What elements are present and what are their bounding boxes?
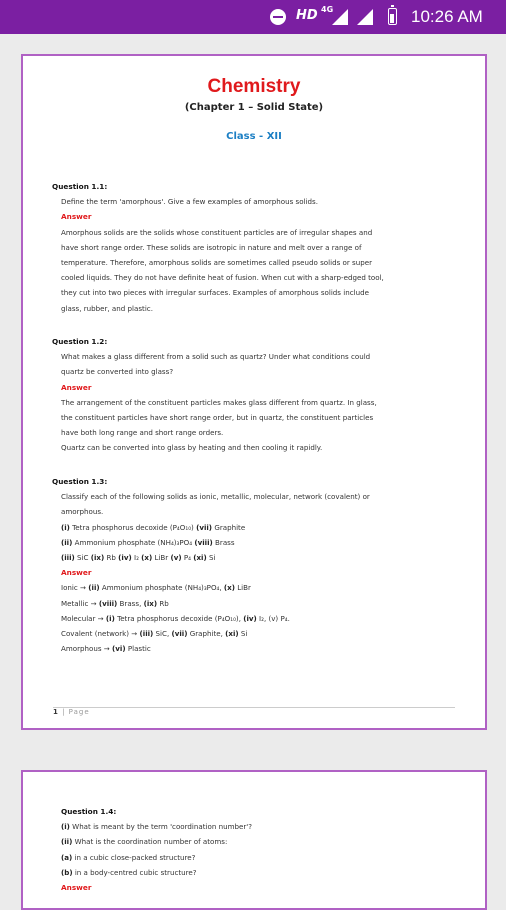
question-text — [52, 489, 370, 519]
classification-line: Covalent (network) → (iii) SiC, (vii) Graphite, (xi) Si — [61, 629, 248, 639]
answer-line: have short range order. These solids are isotropic in nature and melt over a range of — [61, 242, 362, 252]
classification-line: Metallic → (viii) Brass, (ix) Rb — [61, 598, 169, 608]
question-heading: Question 1.3: — [52, 477, 108, 486]
question-line: (ii) What is the coordination number of atoms: — [61, 837, 228, 847]
question-text — [52, 349, 377, 379]
list-item: (i) Tetra phosphorus decoxide (P₄O₁₀) (vii) Graphite — [61, 522, 246, 532]
answer-line: The arrangement of the constituent particles makes glass different from quartz. In glass, — [61, 397, 377, 407]
question-line: (a) in a cubic close-packed structure? — [61, 852, 196, 862]
question-heading: Question 1.1: — [52, 182, 108, 191]
answer-line: cooled liquids. They do not have definite heat of fusion. When cut with a sharp-edged tool, — [61, 273, 384, 283]
question-text: Define the term 'amorphous'. Give a few examples of amorphous solids. — [61, 197, 318, 207]
question-line: (b) in a body-centred cubic structure? — [61, 867, 197, 877]
answer-label: Answer — [61, 568, 92, 578]
question-line: What makes a glass different from a solid such as quartz? Under what conditions could — [61, 352, 371, 362]
mobile-signal-icon — [332, 9, 348, 25]
answer-label: Answer — [61, 883, 92, 893]
list-item: (ii) Ammonium phosphate (NH₄)₃PO₄ (viii) Brass — [61, 537, 235, 547]
answer-line: glass, rubber, and plastic. — [61, 303, 153, 313]
answer-line: Amorphous solids are the solids whose constituent particles are of irregular shapes and — [61, 227, 373, 237]
answer-body — [52, 225, 384, 316]
list-item: (iii) SiC (ix) Rb (iv) I₂ (x) LiBr (v) P₄ (xi) Si — [61, 553, 216, 563]
answer-body — [52, 395, 377, 456]
battery-icon — [388, 8, 397, 25]
footer-divider — [53, 707, 455, 708]
question-line: Classify each of the following solids as ionic, metallic, molecular, network (covalent) or — [61, 492, 370, 502]
document-page-1[interactable] — [21, 54, 487, 730]
answer-line: they cut into two pieces with irregular surfaces. Examples of amorphous solids include — [61, 288, 369, 298]
page-label: | Page — [58, 708, 90, 716]
question-1-2 — [52, 334, 377, 456]
question-line: (i) What is meant by the term 'coordination number'? — [61, 822, 252, 832]
question-1-3 — [52, 474, 370, 656]
status-time: 10:26 AM — [411, 7, 483, 26]
page-subtitle: (Chapter 1 – Solid State) — [184, 102, 324, 113]
page-title: Chemistry — [207, 76, 301, 97]
4g-badge: 4G — [321, 5, 334, 14]
question-1-4 — [61, 804, 252, 895]
answer-line: the constituent particles have short range order, but in quartz, the constituent particles — [61, 413, 374, 423]
hd-network-label: HD — [296, 8, 318, 23]
question-line: amorphous. — [61, 507, 104, 517]
answer-label: Answer — [61, 212, 92, 222]
items-list — [52, 520, 370, 566]
question-heading: Question 1.4: — [61, 807, 117, 816]
wifi-signal-icon — [357, 9, 373, 25]
classification-line: Molecular → (i) Tetra phosphorus decoxide (P₄O₁₀), (iv) I₂, (v) P₄. — [61, 613, 290, 623]
class-label: Class - XII — [226, 131, 282, 142]
question-1-1 — [52, 179, 384, 316]
answer-line: have both long range and short range orders. — [61, 428, 224, 438]
page-number: 1 — [53, 708, 59, 716]
classification-line: Amorphous → (vi) Plastic — [61, 644, 151, 654]
page-footer — [53, 708, 90, 716]
classification-line: Ionic → (ii) Ammonium phosphate (NH₄)₃PO₄, (x) LiBr — [61, 583, 251, 593]
answer-line: temperature. Therefore, amorphous solids are sometimes called pseudo solids or super — [61, 258, 373, 268]
answer-label: Answer — [61, 382, 92, 392]
do-not-disturb-icon — [270, 9, 286, 25]
question-heading: Question 1.2: — [52, 337, 108, 346]
status-bar — [0, 0, 506, 34]
answer-line: Quartz can be converted into glass by heating and then cooling it rapidly. — [61, 443, 323, 453]
document-page-2[interactable] — [21, 770, 487, 910]
answer-body — [52, 580, 370, 656]
question-line: quartz be converted into glass? — [61, 367, 174, 377]
